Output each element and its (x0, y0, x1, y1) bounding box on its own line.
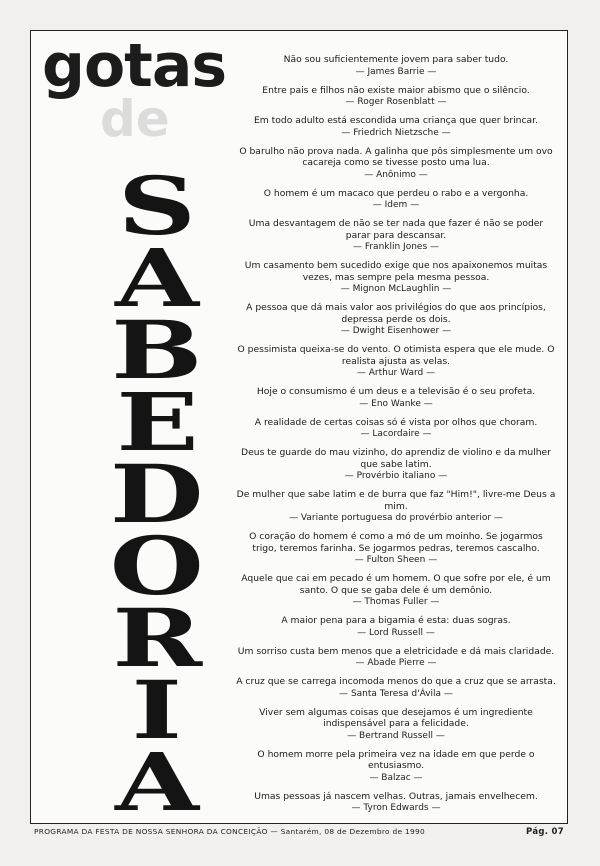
quote-author: — Idem — (372, 200, 420, 210)
quote-text: A realidade de certas coisas só é vista por olhos que choram. (254, 416, 538, 428)
quote (236, 749, 556, 784)
title-letter: B (111, 303, 203, 397)
quote (236, 218, 556, 253)
quote-text: Em todo adulto está escondida uma criança que quer brincar. (253, 115, 539, 126)
quote-author: — Anônimo — (364, 169, 428, 180)
quote-text: A pessoa que dá mais valor aos privilégios do que aos princípios, depressa perde os dois. (246, 302, 546, 325)
quote-text: Umas pessoas já nascem velhas. Outras, jamais envelhecem. (254, 790, 538, 802)
quote-text: Deus te guarde do mau vizinho, do aprendiz de violino e da mulher que sabe latim. (241, 447, 551, 470)
quote-text: Viver sem algumas coisas que desejamos é um ingrediente indispensável para a felicidade. (259, 706, 533, 729)
quote-text: De mulher que sabe latim e de burra que faz "Him!", livre-me Deus a mim. (236, 489, 556, 512)
quote (236, 146, 556, 181)
quote (236, 447, 556, 482)
quote-text: A cruz que se carrega incomoda menos do que a cruz que se arrasta. (236, 676, 556, 687)
title-letter: S (117, 159, 197, 253)
quote-author: — Provérbio italiano — (344, 471, 448, 481)
quote (236, 85, 556, 109)
quote-author: — Fulton Sheen — (354, 555, 438, 565)
quotes-column (236, 54, 556, 821)
title-letter: E (115, 375, 199, 469)
quote-author: — Eno Wanke — (359, 398, 433, 409)
quote (236, 791, 556, 815)
quote (236, 646, 556, 670)
footer (34, 827, 564, 837)
quote-author: — James Barrie — (355, 66, 437, 77)
quote-author: — Balzac — (369, 772, 423, 783)
quote (236, 54, 556, 78)
quote-text: A maior pena para a bigamia é esta: duas sogras. (281, 615, 511, 626)
quote-author: — Friedrich Nietzsche — (341, 127, 451, 138)
quote-author: — Lacordaire — (360, 429, 432, 439)
quote-text: Um casamento bem sucedido exige que nos apaixonemos muitas vezes, mas sempre pela mesma pessoa. (244, 260, 548, 283)
title-letter: R (112, 591, 202, 685)
quote-author: — Abade Pierre — (355, 658, 437, 668)
quote-author: — Dwight Eisenhower — (340, 326, 452, 336)
footer-caption: PROGRAMA DA FESTA DE NOSSA SENHORA DA CONCEIÇÃO — Santarém, 08 de Dezembro de 1990 (34, 827, 425, 836)
quote (236, 707, 556, 742)
quote-author: — Variante portuguesa do provérbio anterior — (289, 513, 503, 523)
title-letter: I (131, 663, 183, 757)
quote (236, 188, 556, 212)
quote-text: O homem é um macaco que perdeu o rabo e a vergonha. (263, 187, 529, 199)
quote-text: Aquele que cai em pecado é um homem. O que sofre por ele, é um santo. O que se gaba dele é um demônio. (241, 573, 551, 596)
quote-text: O pessimista queixa-se do vento. O otimista espera que ele mude. O realista ajusta as velas. (237, 344, 555, 367)
title-de: de (100, 90, 170, 148)
quote (236, 417, 556, 441)
quote-text: O homem morre pela primeira vez na idade em que perde o entusiasmo. (257, 748, 535, 771)
quote-author: — Roger Rosenblatt — (345, 97, 447, 107)
quote-text: Uma desvantagem de não se ter nada que fazer é não se poder parar para descansar. (248, 218, 544, 241)
quote-author: — Franklin Jones — (352, 242, 440, 252)
quote-author: — Tyron Edwards — (351, 803, 441, 813)
quote-text: Não sou suficientemente jovem para saber tudo. (283, 54, 509, 65)
quote-author: — Bertrand Russell — (347, 730, 445, 741)
quote (236, 489, 556, 524)
quote (236, 302, 556, 337)
title-gotas: gotas (42, 31, 227, 101)
quote-author: — Lord Russell — (357, 627, 435, 638)
title-letter: O (109, 519, 205, 613)
quote (236, 386, 556, 410)
quote (236, 344, 556, 379)
quote-author: — Santa Teresa d'Ávila — (339, 688, 453, 699)
quote-text: Entre pais e filhos não existe maior abismo que o silêncio. (262, 84, 530, 96)
quote (236, 573, 556, 608)
quote-text: Hoje o consumismo é um deus e a televisão é o seu profeta. (256, 386, 536, 397)
quote (236, 676, 556, 700)
quote-author: — Arthur Ward — (356, 368, 436, 378)
quote-text: Um sorriso custa bem menos que a eletricidade e dá mais claridade. (237, 645, 555, 657)
title-letter: D (110, 447, 204, 541)
quote-author: — Thomas Fuller — (352, 597, 440, 607)
quote-text: O barulho não prova nada. A galinha que pôs simplesmente um ovo cacareja como se tivesse posto uma lua. (239, 145, 553, 168)
quote (236, 115, 556, 139)
quote (236, 531, 556, 566)
title-letter: A (115, 735, 199, 829)
vertical-title-sabedoria (62, 159, 252, 829)
quote (236, 615, 556, 639)
quote-author: — Mignon McLaughlin — (340, 284, 452, 294)
title-letter: A (115, 231, 199, 325)
page-number: Pág. 07 (526, 827, 564, 837)
quote-text: O coração do homem é como a mó de um moinho. Se jogarmos trigo, teremos farinha. Se jogarmos pedras, teremos cascalho. (249, 531, 543, 554)
quote (236, 260, 556, 295)
